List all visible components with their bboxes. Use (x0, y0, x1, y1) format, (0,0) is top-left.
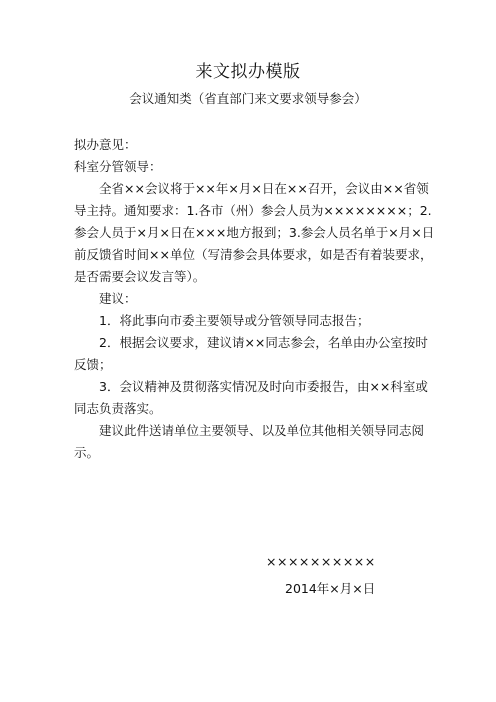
suggestion-label: 建议： (99, 291, 137, 306)
document-title: 来文拟办模版 (195, 62, 301, 82)
suggestion-item-3: 3．会议精神及贯彻落实情况及时向市委报告，由××科室或同志负责落实。 (74, 379, 428, 416)
suggestion-item-1: 1．将此事向市委主要领导或分管领导同志报告； (99, 313, 370, 328)
suggestion-item-2: 2．根据会议要求，建议请××同志参会，名单由办公室按时反馈； (74, 335, 428, 372)
document-body (74, 134, 436, 464)
main-paragraph: 全省××会议将于××年×月×日在××召开，会议由××省领导主持。通知要求：1.各市（州）参会人员为××××××××；2.参会人员于×月×日在×××地方报到；3.参会人员名单于×月×日前反馈省时间××单位（写清参会具体要求，如是否有着装要求，是否需要会议发言等）。 (74, 181, 435, 284)
document-date: 2014年×月×日 (285, 581, 376, 596)
opinion-label: 拟办意见： (74, 137, 137, 152)
addressee: 科室分管领导： (74, 159, 162, 174)
document-subtitle: 会议通知类（省直部门来文要求领导参会） (129, 91, 367, 106)
closing-paragraph: 建议此件送请单位主要领导、以及单位其他相关领导同志阅示。 (74, 423, 425, 460)
signature: ×××××××××× (266, 554, 376, 569)
